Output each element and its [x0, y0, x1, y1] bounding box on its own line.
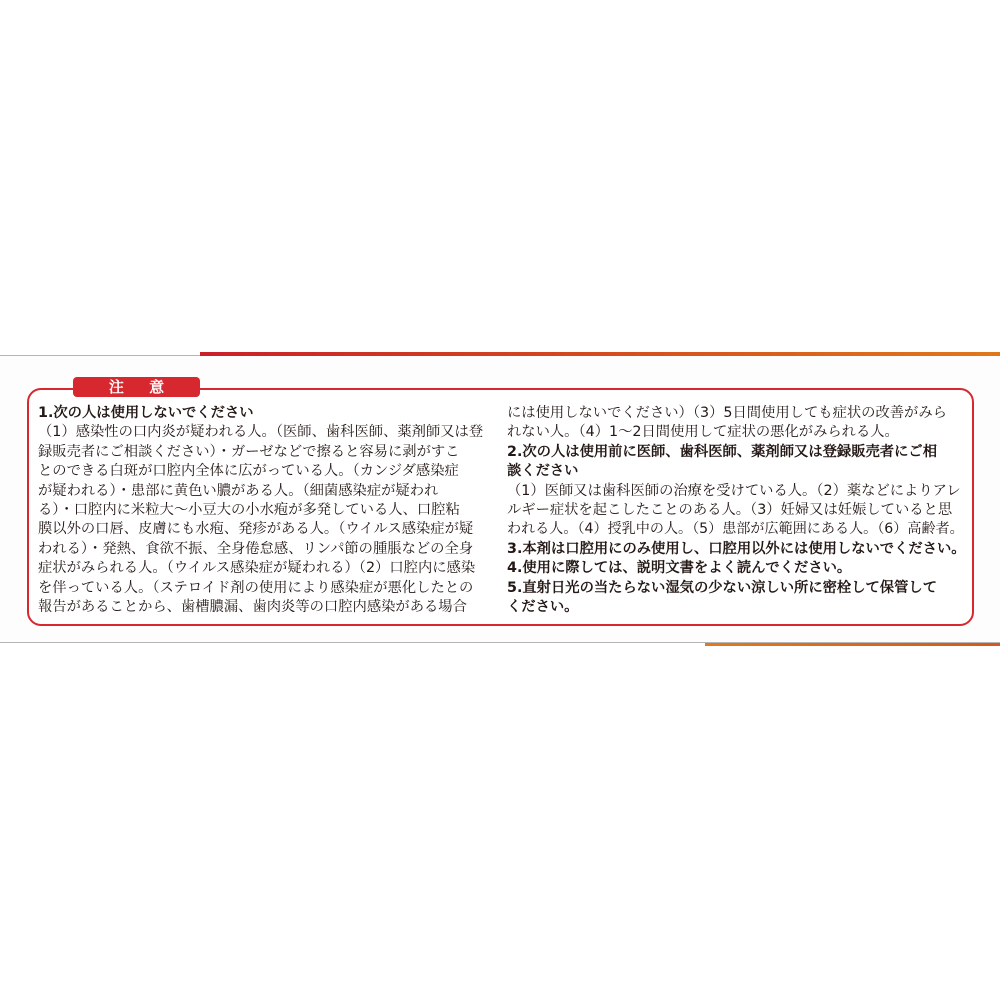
- text-line: れない人。（4）1～2日間使用して症状の悪化がみられる人。: [507, 424, 899, 441]
- accent-line-top: [200, 352, 1000, 356]
- text-line: われる人。（4）授乳中の人。（5）患部が広範囲にある人。（6）高齢者。: [507, 521, 964, 538]
- caution-text-left-column: [38, 404, 493, 617]
- text-line: とのできる白斑が口腔内全体に広がっている人。（カンジダ感染症: [38, 463, 459, 480]
- text-line: ルギー症状を起こしたことのある人。（3）妊婦又は妊娠していると思: [507, 502, 953, 519]
- text-line: われる）・発熱、食欲不振、全身倦怠感、リンパ節の腫脹などの全身: [38, 540, 474, 557]
- text-line: を伴っている人。（ステロイド剤の使用により感染症が悪化したとの: [38, 579, 474, 596]
- text-line: 5.直射日光の当たらない湿気の少ない涼しい所に密栓して保管して: [507, 579, 937, 596]
- text-line: が疑われる）・患部に黄色い膿がある人。（細菌感染症が疑われ: [38, 482, 439, 499]
- text-line: 症状がみられる人。（ウイルス感染症が疑われる）（2）口腔内に感染: [38, 560, 476, 577]
- text-line: る）・口腔内に米粒大～小豆大の小水疱が多発している人、口腔粘: [38, 502, 460, 519]
- text-line: 膜以外の口唇、皮膚にも水疱、発疹がある人。（ウイルス感染症が疑: [38, 521, 474, 538]
- text-line: 3.本剤は口腔用にのみ使用し、口腔用以外には使用しないでください。: [507, 540, 966, 557]
- text-line: 1.次の人は使用しないでください: [38, 405, 254, 421]
- caution-text-right-column: [507, 404, 967, 617]
- text-line: （1）感染性の口内炎が疑われる人。（医師、歯科医師、薬剤師又は登: [38, 424, 484, 441]
- text-line: には使用しないでください）（3）5日間使用しても症状の改善がみら: [507, 405, 947, 421]
- text-line: 2.次の人は使用前に医師、歯科医師、薬剤師又は登録販売者にご相: [507, 443, 937, 460]
- text-line: ください。: [507, 599, 579, 616]
- text-line: 報告があることから、歯槽膿漏、歯肉炎等の口腔内感染がある場合: [38, 599, 467, 616]
- caution-heading-tab: [73, 377, 200, 397]
- caution-heading: 注 意: [108, 378, 175, 396]
- accent-line-bottom: [705, 643, 1000, 646]
- text-line: （1）医師又は歯科医師の治療を受けている人。（2）薬などによりアレ: [507, 482, 961, 499]
- text-line: 談ください: [507, 463, 579, 480]
- text-line: 録販売者にご相談ください）・ガーゼなどで擦ると容易に剥がすこ: [38, 443, 460, 460]
- text-line: 4.使用に際しては、説明文書をよく読んでください。: [507, 560, 852, 577]
